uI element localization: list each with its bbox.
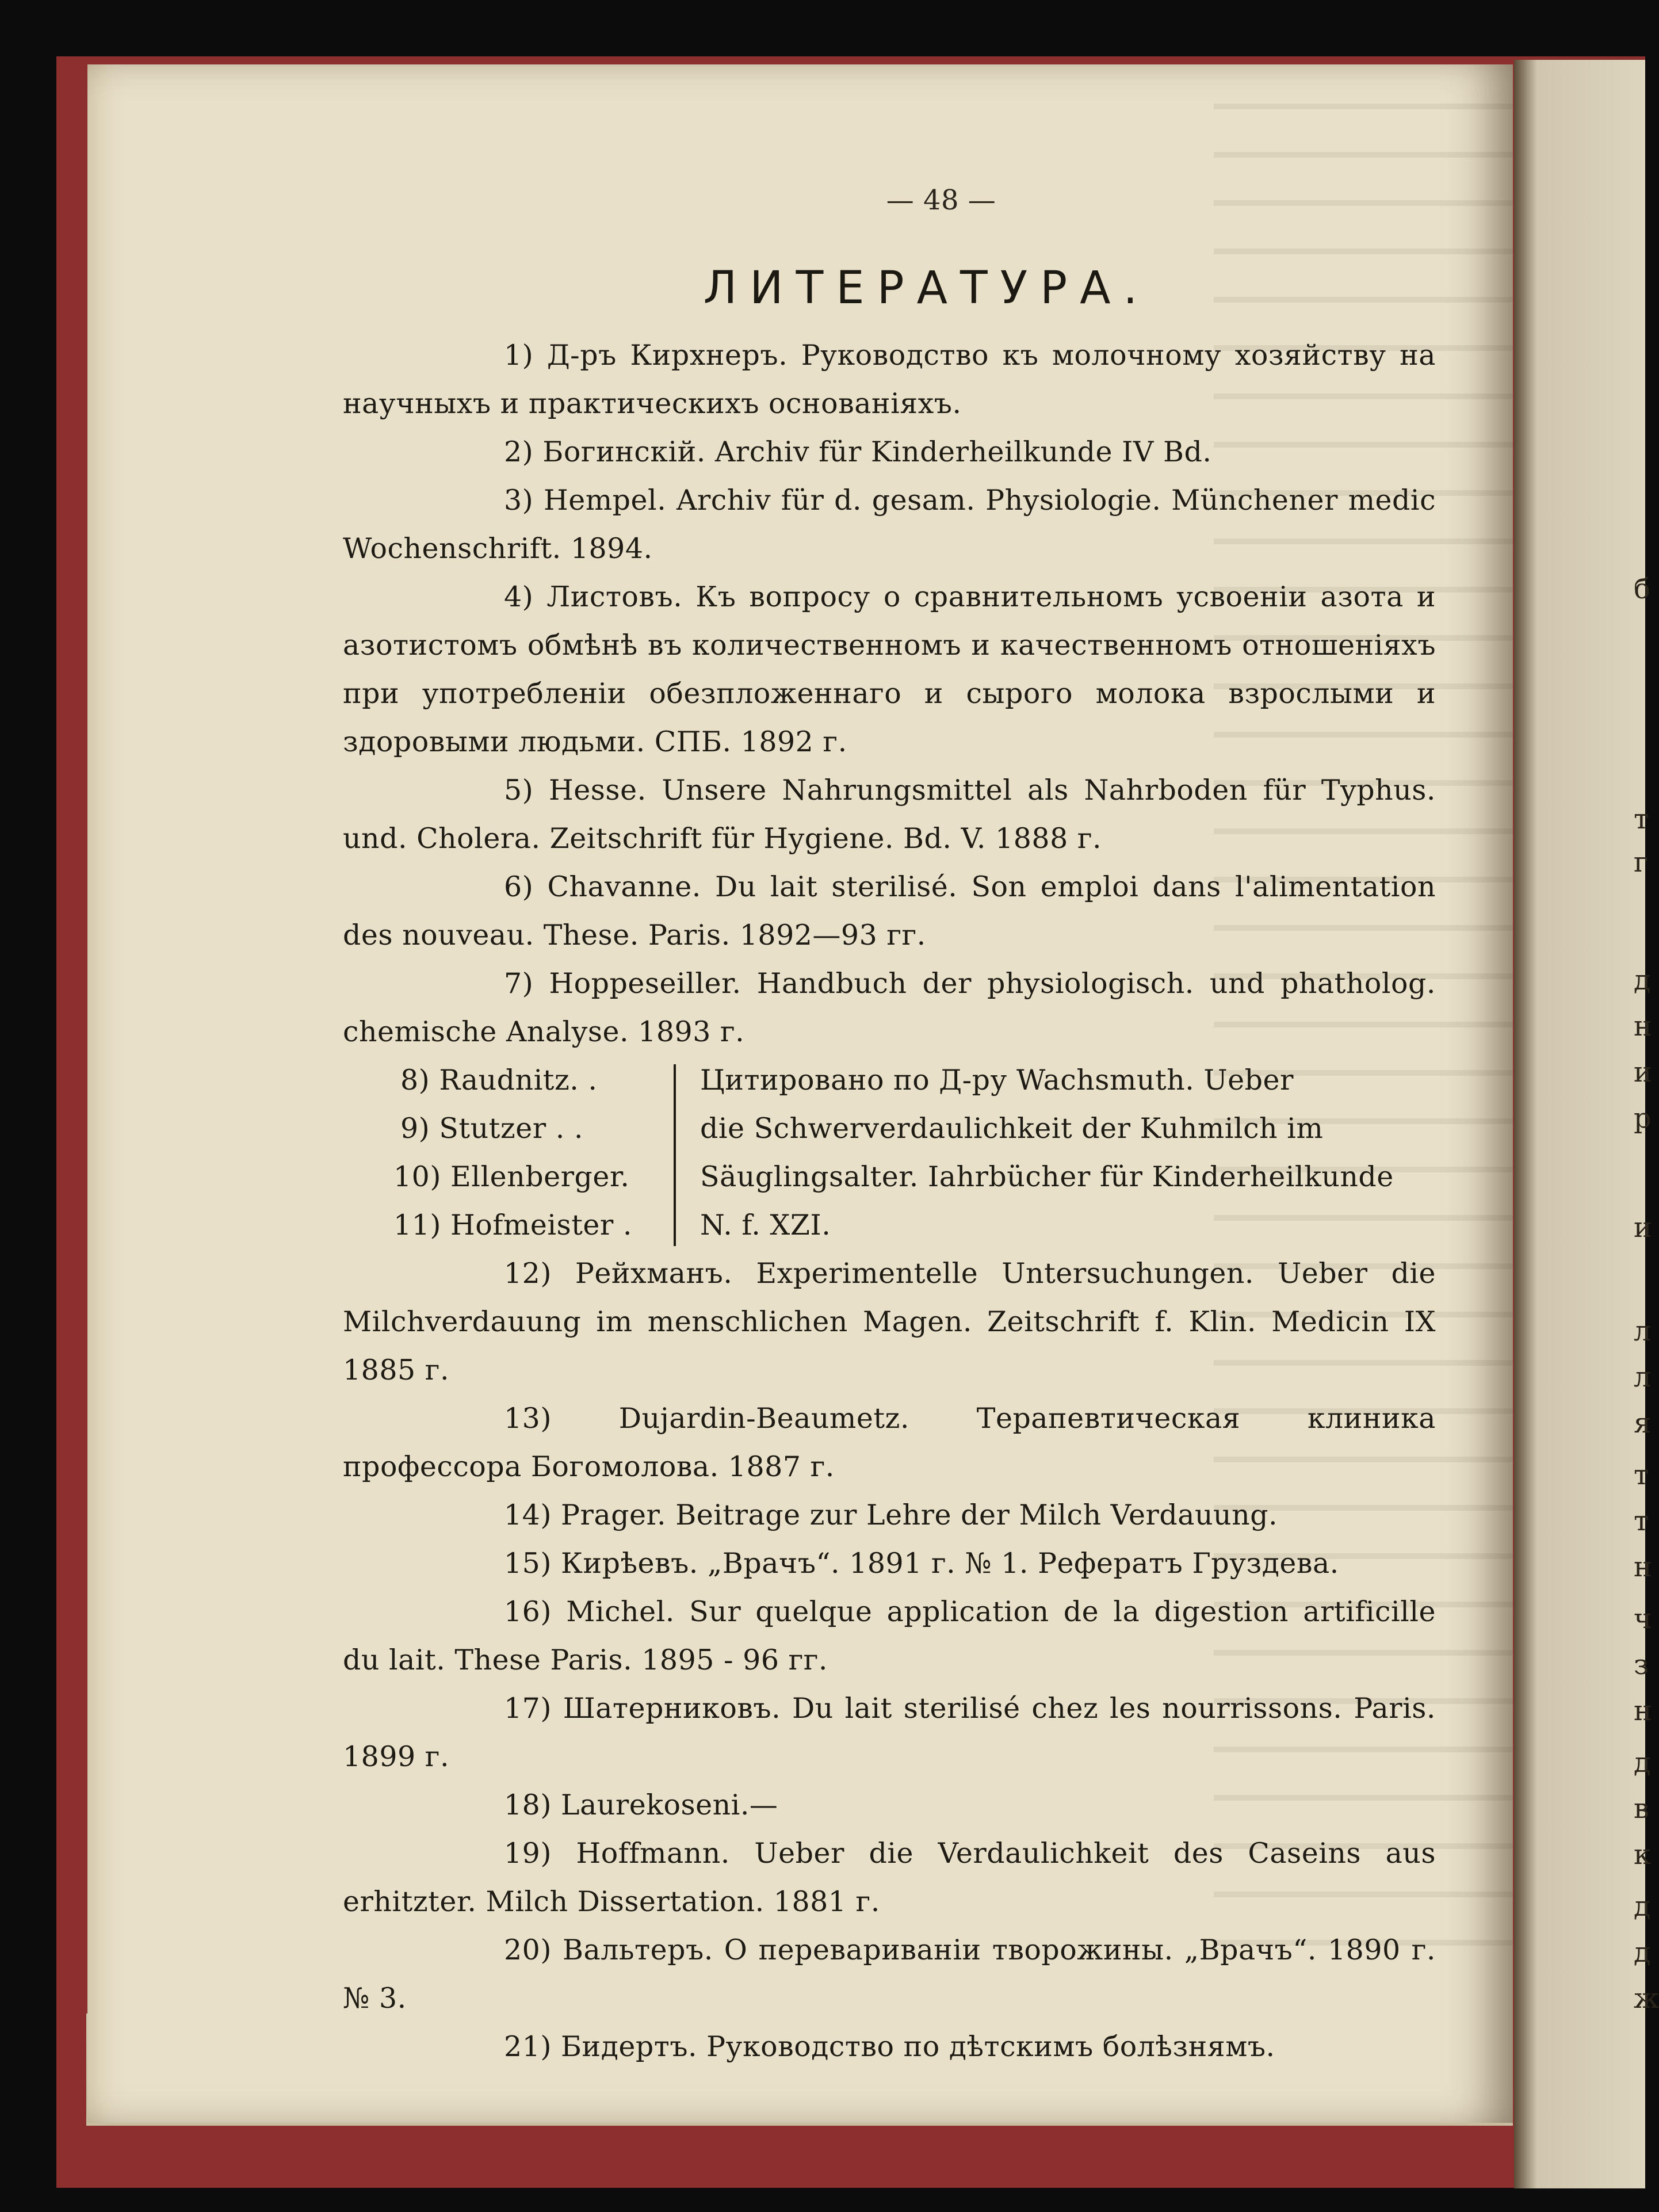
entry-number: 17) [504,1692,552,1725]
bibliography-list-part-2 [343,1250,1436,2071]
entry-number: 4) [504,580,534,613]
entry-text: Hoffmann. Ueber die Verdaulichkeit des Caseins aus erhitzter. Milch Dissertation. 1881 г. [343,1837,1436,1918]
entry-text: Dujardin-Beaumetz. Терапевтическая клиника профессора Богомолова. 1887 г. [343,1402,1436,1483]
next-page-letter: з [1634,1649,1649,1681]
next-page-letter: и [1634,1212,1652,1244]
entry-number: 19) [504,1837,552,1870]
bibliography-entry [343,1781,1436,1829]
entry-text: Вальтеръ. О перевариваніи творожины. „Врачъ“. 1890 г. № 3. [343,1934,1436,2015]
entry-text: Шатерниковъ. Du lait sterilisé chez les nourrissons. Paris. 1899 г. [343,1692,1436,1773]
cited-note-line: Цитировано по Д-ру Wachsmuth. Ueber [700,1064,1294,1097]
next-page-letter: д [1634,1936,1651,1969]
entry-number: 15) [504,1547,552,1580]
entry-text: Michel. Sur quelque application de la digestion artificille du lait. These Paris. 1895 - 96 гг. [343,1595,1436,1676]
bibliography-entry [343,1395,1436,1491]
next-page-letter: в [1634,1793,1650,1825]
entry-text: Листовъ. Къ вопросу о сравнительномъ усвоеніи азота и азотистомъ обмѣнѣ въ количественномъ и качественномъ отношеніяхъ при употребленіи обезпложеннаго и сырого молока взрослыми и здоровыми людьми. СПБ. 1892 г. [343,580,1436,758]
next-page-letter: и [1634,1056,1652,1088]
bibliography-entry [343,1684,1436,1781]
bibliography-entry [343,863,1436,960]
bibliography-entry [343,1250,1436,1395]
entry-text: Prager. Beitrage zur Lehre der Milch Verdauung. [561,1499,1278,1531]
next-page-letter: б [1634,573,1650,605]
bracket-divider [674,1064,676,1246]
cited-note-line: Säuglingsalter. Iahrbücher für Kinderheilkunde [700,1160,1394,1193]
next-page-letter: д [1634,1747,1651,1779]
entry-number: 16) [504,1595,552,1628]
entry-number: 6) [504,870,534,903]
bibliography-entry [343,1829,1436,1926]
next-page-letter: н [1634,1695,1652,1727]
entry-text: Д-ръ Кирхнеръ. Руководство къ молочному хозяйству на научныхъ и практическихъ основаніяхъ. [343,339,1436,420]
next-page-letter: к [1634,1839,1651,1871]
page-text [343,184,1436,2071]
entry-text: Богинскій. Archiv für Kinderheilkunde IV Bd. [542,435,1212,468]
entry-number: 1) [504,339,534,372]
bibliography-entry [343,476,1436,573]
next-page-edge [1514,60,1645,2188]
bibliography-entry [343,1926,1436,2023]
next-page-letter: г [1634,846,1649,878]
entry-text: Laurekoseni.— [561,1789,778,1821]
entry-number: 5) [504,774,534,807]
cited-note-line: N. f. XZI. [700,1209,831,1241]
list-item: 9) Stutzer . . [400,1112,583,1145]
cited-names [343,1056,674,1250]
bibliography-entry [343,1588,1436,1684]
entry-number: 12) [504,1257,552,1290]
bibliography-entry [343,1539,1436,1588]
next-page-letter: ч [1634,1603,1652,1635]
next-page-letter: д [1634,964,1651,996]
list-item: 10) Ellenberger. [393,1160,630,1193]
next-page-letter: л [1634,1315,1652,1347]
next-page-letter: д [1634,1890,1651,1923]
entry-number: 18) [504,1789,552,1821]
entry-text: Chavanne. Du lait sterilisé. Son emploi dans l'alimentation des nouveau. These. Paris. 1892—93 гг. [343,870,1436,952]
cited-group [343,1056,1436,1250]
bibliography-entry [343,2023,1436,2071]
entry-text: Hempel. Archiv für d. gesam. Physiologie. Münchener medic Wochenschrift. 1894. [343,484,1436,565]
entry-number: 14) [504,1499,552,1531]
list-item: 8) Raudnitz. . [400,1064,598,1097]
next-page-letter: т [1634,1459,1649,1491]
entry-number: 21) [504,2030,552,2063]
bibliography-entry [343,766,1436,863]
entry-text: Кирѣевъ. „Врачъ“. 1891 г. № 1. Рефератъ Груздева. [561,1547,1339,1580]
page-title: ЛИТЕРАТУРА. [703,262,1150,314]
cited-note-line: die Schwerverdaulichkeit der Kuhmilch im [700,1112,1324,1145]
bibliography-list-part-1 [343,331,1436,1056]
entry-text: Рейхманъ. Experimentelle Untersuchungen. Ueber die Milchverdauung im menschlichen Magen. Zeitschrift f. Klin. Medicin IX 1885 г. [343,1257,1436,1386]
next-page-letter: я [1634,1407,1652,1439]
next-page-letter: ж [1634,1982,1659,2015]
bibliography-entry [343,331,1436,428]
entry-text: Hesse. Unsere Nahrungsmittel als Nahrboden für Typhus. und. Cholera. Zeitschrift für Hygiene. Bd. V. 1888 г. [343,774,1436,855]
entry-number: 3) [504,484,534,517]
entry-text: Hoppeseiller. Handbuch der physiologisch. und phatholog. chemische Analyse. 1893 г. [343,967,1436,1048]
entry-number: 2) [504,435,534,468]
entry-number: 7) [504,967,534,1000]
next-page-letter: р [1634,1102,1652,1134]
page-number: — 48 — [886,184,996,216]
cited-note [700,1056,1436,1250]
bibliography-entry [343,573,1436,766]
next-page-letter: н [1634,1551,1652,1583]
bibliography-entry [343,1491,1436,1539]
entry-text: Бидертъ. Руководство по дѣтскимъ болѣзнямъ. [561,2030,1275,2063]
entry-number: 20) [504,1934,552,1966]
next-page-letter: л [1634,1361,1652,1393]
list-item: 11) Hofmeister . [393,1209,632,1241]
bibliography-entry [343,428,1436,476]
bibliography-entry [343,960,1436,1056]
next-page-letter: н [1634,1010,1652,1042]
next-page-letter: т [1634,1505,1649,1537]
next-page-letter: т [1634,803,1649,835]
entry-number: 13) [504,1402,552,1435]
